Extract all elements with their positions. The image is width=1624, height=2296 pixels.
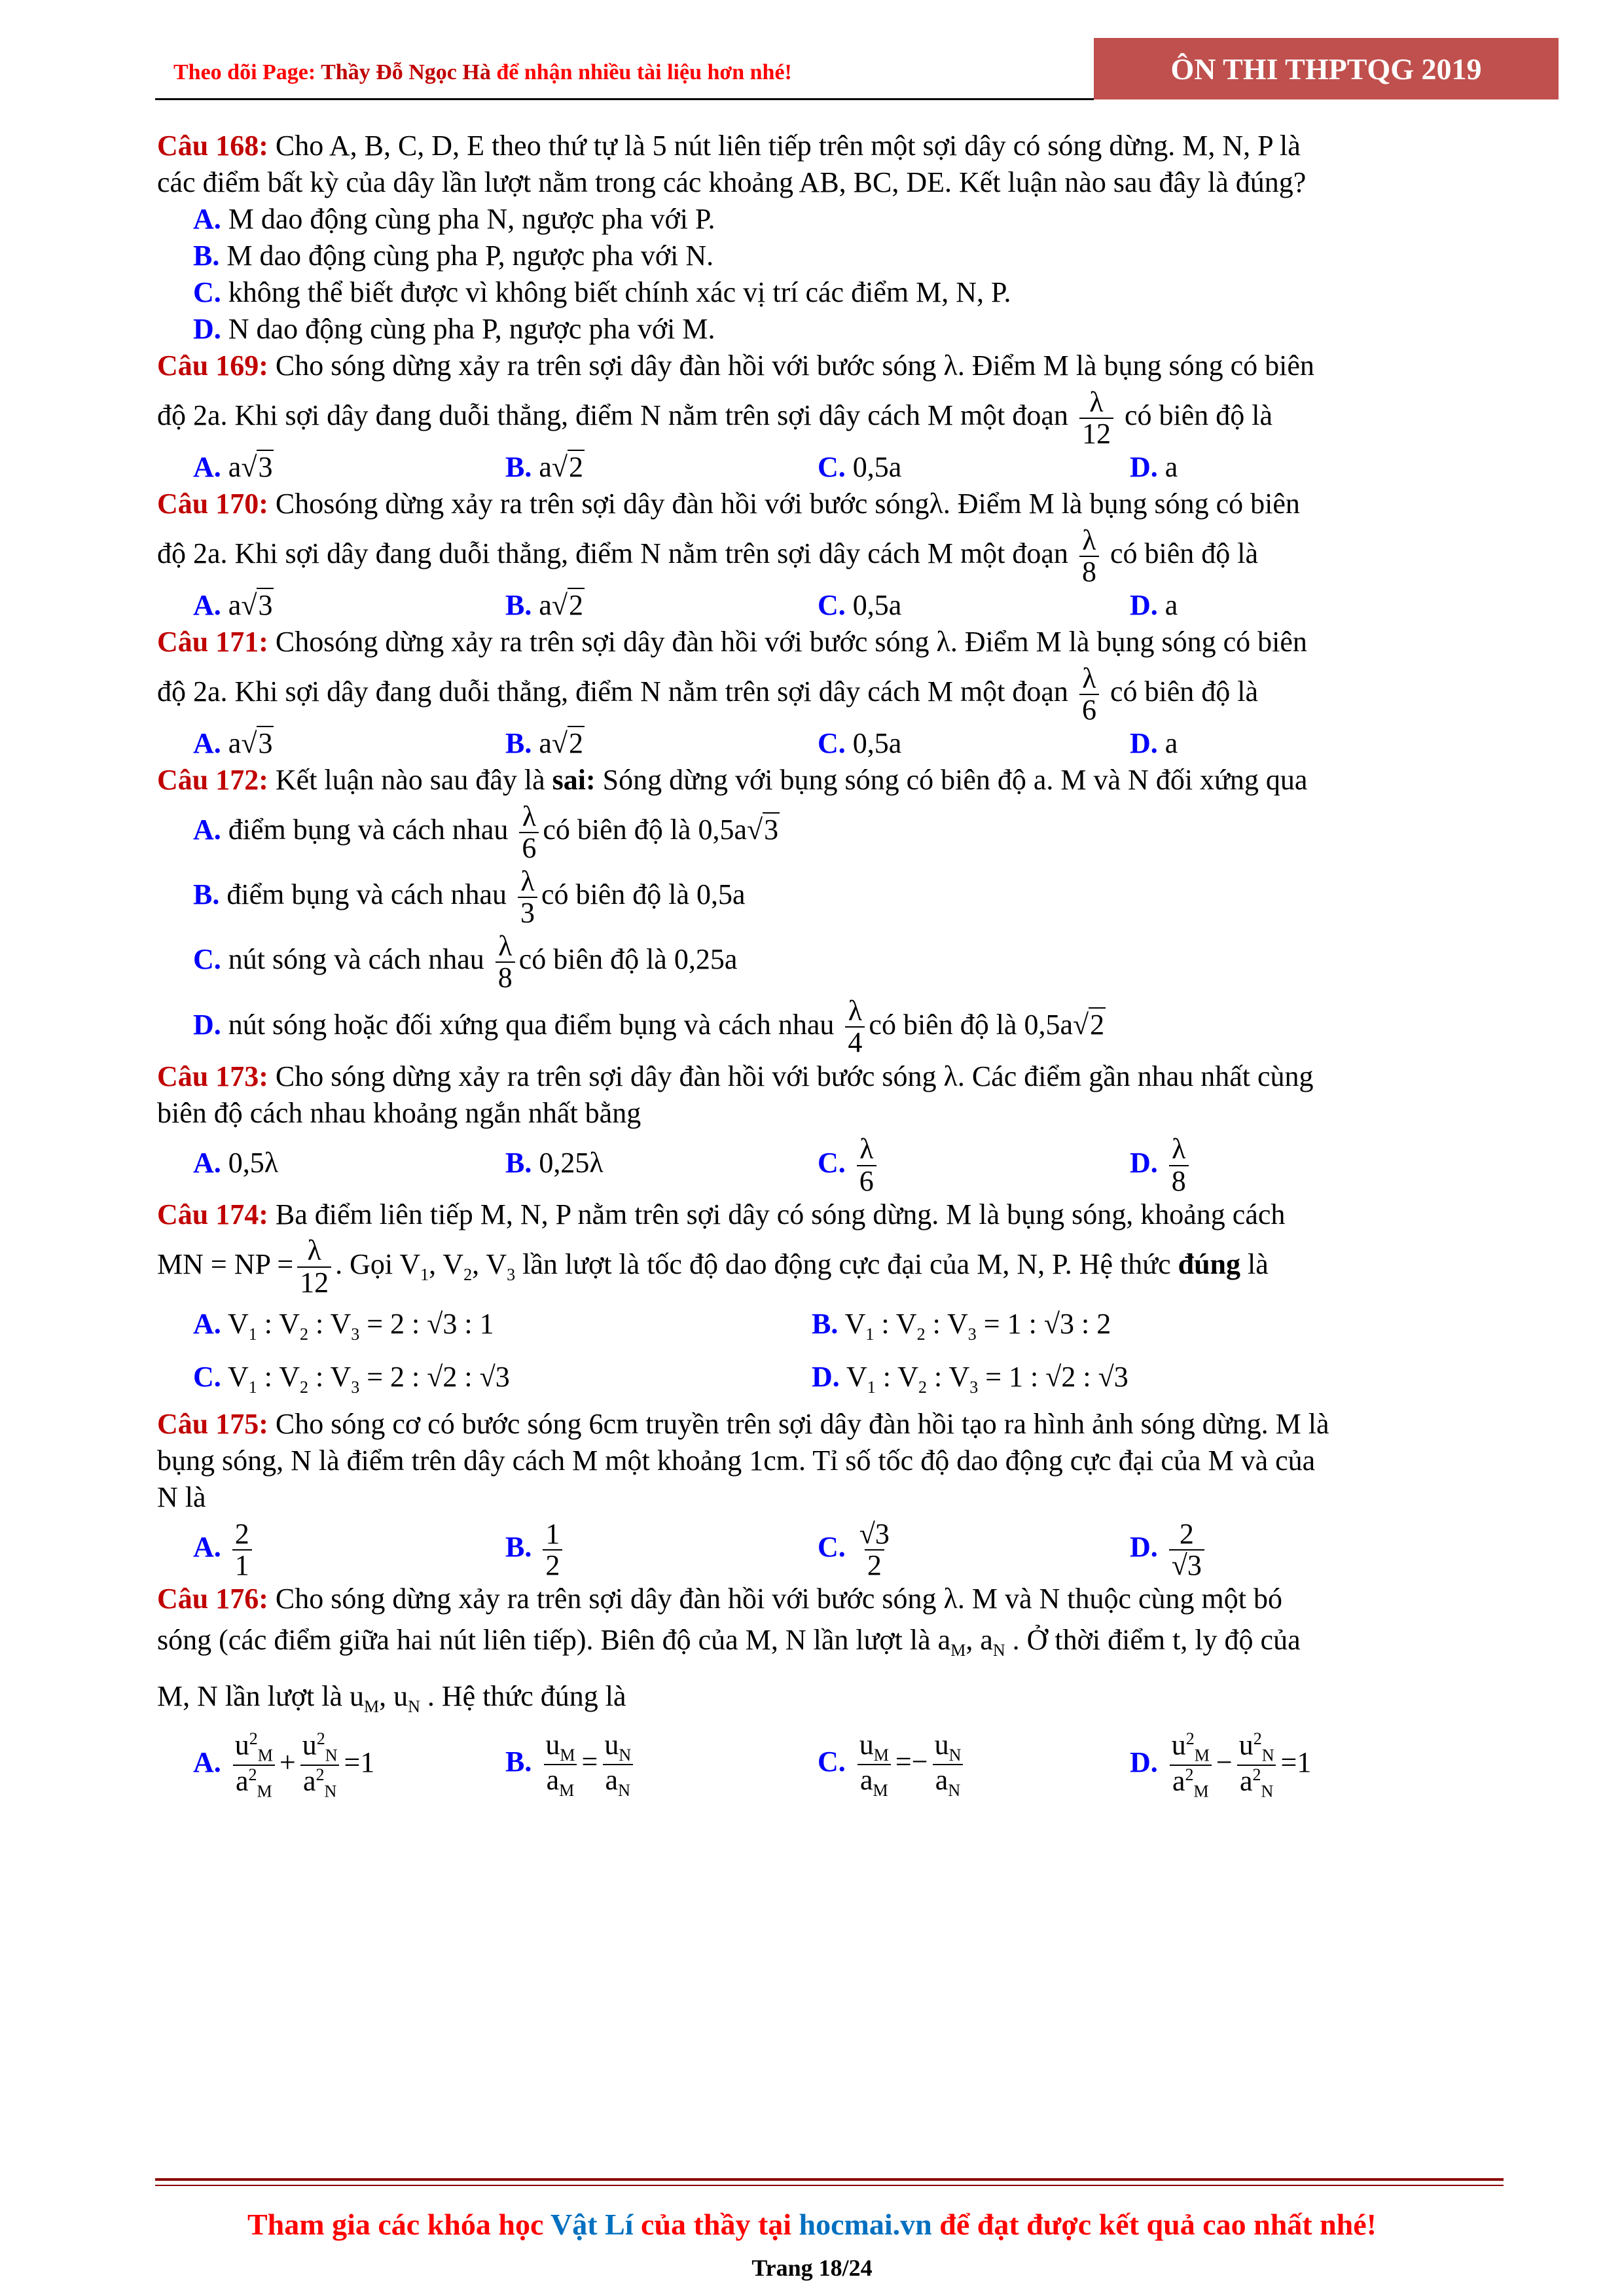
option-b[interactable]: B. $\frac{u_M}{a_M}$ = $\frac{u_N}{a_N}$: [505, 1730, 818, 1801]
question-170: Câu 170: Chosóng dừng xảy ra trên sợi dây đàn hồi với bước sóngλ. Điểm M là bụng sóng có biên độ 2a. Khi sợi dây đang duỗi thẳng, điểm N nằm trên sợi dây cách M một đoạn $\frac{\lambda}{8}$ có biên độ là A. a√3 B. a√2 C. 0,5a D. a: [157, 486, 1492, 624]
option-d[interactable]: D. $\frac{2}{√3}$: [1130, 1516, 1442, 1581]
option-a[interactable]: A. a√3: [193, 589, 273, 622]
hocmai-link[interactable]: hocmai.vn: [799, 2208, 932, 2241]
question-171: Câu 171: Chosóng dừng xảy ra trên sợi dây đàn hồi với bước sóng λ. Điểm M là bụng sóng có biên độ 2a. Khi sợi dây đang duỗi thẳng, điểm N nằm trên sợi dây cách M một đoạn $\frac{\lambda}{6}$ có biên độ là A. a√3 B. a√2 C. 0,5a D. a: [157, 624, 1492, 762]
option-a[interactable]: A. điểm bụng và cách nhau $\frac{\lambda}{6}$ có biên độ là 0,5a√3: [193, 800, 779, 865]
question-173: Câu 173: Cho sóng dừng xảy ra trên sợi dây đàn hồi với bước sóng λ. Các điểm gần nhau nhất cùng biên độ cách nhau khoảng ngắn nhất bằng A. 0,5λ B. 0,25λ C. $\frac{\lambda}{6}$ D. $\frac{\lambda}{8}$: [157, 1058, 1492, 1196]
header-divider: [155, 98, 1094, 100]
option-a[interactable]: A. a√3: [193, 727, 273, 760]
option-b[interactable]: B. a√2: [505, 451, 584, 484]
question-176: Câu 176: Cho sóng dừng xảy ra trên sợi dây đàn hồi với bước sóng λ. M và N thuộc cùng một bó sóng (các điểm giữa hai nút liên tiếp). Biên độ của M, N lần lượt là $a_M$, $a_N$ . Ở thời điểm t, ly độ của M, N lần lượt là $u_M$, $u_N$ . Hệ thức đúng là A. $\frac{u^2_M}{a^2_M}$ + $\frac{u^2_N}{a^2_N}$ =1 B. $\frac{u_M}{a_M}$ = $\frac{u_N}{a_N}$ C. $\frac{u_M}{a_M}$ =− $\frac{u_N}{a_N}$ D. $\frac{u^2_M}{a^2_M}$ − $\frac{u^2_N}{a^2_N}$ =1: [157, 1581, 1492, 1800]
question-168: Câu 168: Cho A, B, C, D, E theo thứ tự là 5 nút liên tiếp trên một sợi dây có sóng dừng. M, N, P là các điểm bất kỳ của dây lần lượt nằm trong các khoảng AB, BC, DE. Kết luận nào sau đây là đúng? A. M dao động cùng pha N, ngược pha với P. B. M dao động cùng pha P, ngược pha với N. C. không thể biết được vì không biết chính xác vị trí các điểm M, N, P. D. N dao động cùng pha P, ngược pha với M.: [157, 128, 1492, 348]
option-c[interactable]: C. 0,5a: [818, 727, 902, 760]
option-a[interactable]: A. M dao động cùng pha N, ngược pha với P.: [193, 203, 715, 235]
footer-divider: [155, 2178, 1504, 2181]
option-c[interactable]: C. 0,5a: [818, 589, 902, 622]
header-note: Theo dõi Page: Thầy Đỗ Ngọc Hà để nhận nhiều tài liệu hơn nhé!: [173, 60, 792, 84]
option-d[interactable]: D. a: [1130, 451, 1178, 484]
option-d[interactable]: D. a: [1130, 727, 1178, 760]
option-a[interactable]: A. $\frac{u^2_M}{a^2_M}$ + $\frac{u^2_N}{a^2_N}$ =1: [193, 1729, 375, 1801]
option-a[interactable]: A. $\frac{2}{1}$: [193, 1516, 505, 1581]
header-title-box: [1094, 38, 1559, 99]
option-d[interactable]: D. $\frac{\lambda}{8}$: [1130, 1132, 1442, 1196]
question-list: [157, 128, 1492, 1800]
option-d[interactable]: D. $V_1$ : $V_2$ : $V_3 = 1$ : √2 : √3: [812, 1361, 1128, 1397]
header-title: ÔN THI THPTQG 2019: [1170, 52, 1482, 86]
footer-banner: Tham gia các khóa học Vật Lí của thầy tại hocmai.vn để đạt được kết quả cao nhất nhé!: [247, 2208, 1377, 2241]
option-c[interactable]: C. $\frac{√3}{2}$: [818, 1517, 890, 1582]
option-c[interactable]: C. không thể biết được vì không biết chính xác vị trí các điểm M, N, P.: [193, 276, 1011, 308]
option-b[interactable]: B. điểm bụng và cách nhau $\frac{\lambda}{3}$ có biên độ là 0,5a: [193, 865, 746, 929]
question-172: Câu 172: Kết luận nào sau đây là sai: Sóng dừng với bụng sóng có biên độ a. M và N đối xứng qua A. điểm bụng và cách nhau $\frac{\lambda}{6}$ có biên độ là 0,5a√3 B. điểm bụng và cách nhau $\frac{\lambda}{3}$ có biên độ là 0,5a C. nút sóng và cách nhau $\frac{\lambda}{8}$ có biên độ là 0,25a D. nút sóng hoặc đối xứng qua điểm bụng và cách nhau $\frac{\lambda}{4}$ có biên độ là 0,5a√2: [157, 762, 1492, 1058]
option-c[interactable]: C. $\frac{u_M}{a_M}$ =− $\frac{u_N}{a_N}$: [818, 1730, 1130, 1801]
option-a[interactable]: A. a√3: [193, 451, 273, 484]
option-b[interactable]: B. $V_1$ : $V_2$ : $V_3 = 1$ : √3 : 2: [812, 1307, 1111, 1344]
option-d[interactable]: D. a: [1130, 589, 1178, 622]
option-d[interactable]: D. N dao động cùng pha P, ngược pha với M.: [193, 313, 715, 345]
page-link[interactable]: Thầy Đỗ Ngọc Hà: [321, 60, 491, 84]
option-d[interactable]: D. $\frac{u^2_M}{a^2_M}$ − $\frac{u^2_N}{a^2_N}$ =1: [1130, 1729, 1312, 1801]
option-c[interactable]: C. $\frac{\lambda}{6}$: [818, 1132, 1130, 1196]
option-a[interactable]: A. 0,5λ: [193, 1146, 279, 1179]
option-b[interactable]: B. a√2: [505, 727, 584, 760]
option-d[interactable]: D. nút sóng hoặc đối xứng qua điểm bụng và cách nhau $\frac{\lambda}{4}$ có biên độ là 0,5a√2: [193, 995, 1105, 1059]
question-169: Câu 169: Cho sóng dừng xảy ra trên sợi dây đàn hồi với bước sóng λ. Điểm M là bụng sóng có biên độ 2a. Khi sợi dây đang duỗi thẳng, điểm N nằm trên sợi dây cách M một đoạn $\frac{\lambda}{12}$ có biên độ là A. a√3 B. a√2 C. 0,5a D. a: [157, 348, 1492, 486]
option-c[interactable]: C. nút sóng và cách nhau $\frac{\lambda}{8}$ có biên độ là 0,25a: [193, 930, 738, 994]
footer-divider-thin: [155, 2185, 1504, 2186]
option-a[interactable]: A. $V_1$ : $V_2$ : $V_3 = 2$ : √3 : 1: [193, 1307, 494, 1344]
option-c[interactable]: C. 0,5a: [818, 451, 902, 484]
option-b[interactable]: B. M dao động cùng pha P, ngược pha với N.: [193, 240, 714, 272]
option-b[interactable]: B. $\frac{1}{2}$: [505, 1516, 818, 1581]
question-174: Câu 174: Ba điểm liên tiếp M, N, P nằm trên sợi dây có sóng dừng. M là bụng sóng, khoảng cách MN = NP = $\frac{\lambda}{12}$ . Gọi $V_1$, $V_2$, $V_3$ lần lượt là tốc độ dao động cực đại của M, N, P. Hệ thức đúng là A. $V_1$ : $V_2$ : $V_3 = 2$ : √3 : 1 B. $V_1$ : $V_2$ : $V_3 = 1$ : √3 : 2 C. $V_1$ : $V_2$ : $V_3 = 2$ : √2 : √3 D. $V_1$ : $V_2$ : $V_3 = 1$ : √2 : √3: [157, 1196, 1492, 1406]
page-number: Trang 18/24: [751, 2255, 873, 2281]
option-b[interactable]: B. a√2: [505, 589, 584, 622]
option-b[interactable]: B. 0,25λ: [505, 1146, 604, 1179]
question-175: Câu 175: Cho sóng cơ có bước sóng 6cm truyền trên sợi dây đàn hồi tạo ra hình ảnh sóng dừng. M là bụng sóng, N là điểm trên dây cách M một khoảng 1cm. Tỉ số tốc độ dao động cực đại của M và của N là A. $\frac{2}{1}$ B. $\frac{1}{2}$ C. $\frac{√3}{2}$ D. $\frac{2}{√3}$: [157, 1406, 1492, 1581]
option-c[interactable]: C. $V_1$ : $V_2$ : $V_3 = 2$ : √2 : √3: [193, 1361, 510, 1397]
